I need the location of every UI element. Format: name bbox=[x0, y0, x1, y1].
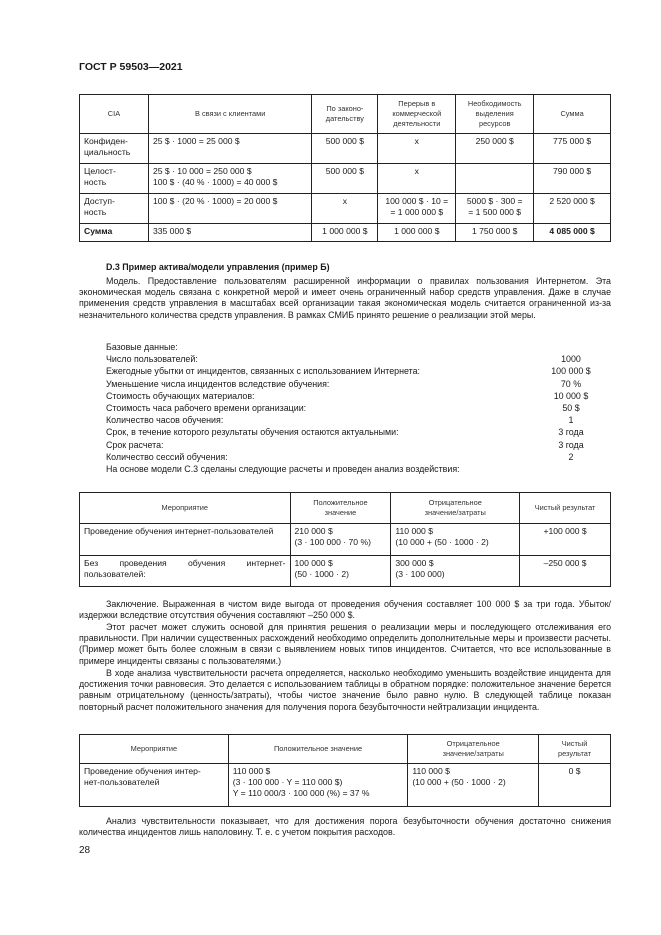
list-item-value: 100 000 $ bbox=[551, 366, 591, 377]
table-cell: 4 085 000 $ bbox=[534, 224, 611, 242]
list-item-value: 10 000 $ bbox=[553, 390, 589, 401]
table-cell: 5000 $ · 300 = = 1 500 000 $ bbox=[456, 194, 534, 224]
table-cell: 210 000 $ (3 · 100 000 · 70 %) bbox=[290, 524, 391, 556]
table-cell: Целост- ность bbox=[80, 164, 149, 194]
table-cell: 1 750 000 $ bbox=[456, 224, 534, 242]
basis-paragraph: Этот расчет может служить основой для принятия решения о реализации меры и последующего отслеживания его правильности. При наличии существенных расхождений необходимо определить дополнительные меры и произвести расчеты. (Пример может быть более сложным в связи с выявлением новых типов инцидентов. Считается, что все использованные в примере инциденты связаны с пользователями.) bbox=[79, 622, 611, 666]
list-item-label: Срок, в течение которого результаты обучения остаются актуальными: bbox=[106, 427, 399, 438]
list-item bbox=[106, 378, 611, 390]
table-cell: 25 $ · 10 000 = 250 000 $ 100 $ · (40 % · 1000) = 40 000 $ bbox=[148, 164, 311, 194]
table-cell: 300 000 $ (3 · 100 000) bbox=[391, 556, 520, 587]
table-header-cell: В связи с клиентами bbox=[148, 95, 311, 134]
list-item bbox=[106, 426, 611, 438]
model-note: На основе модели С.3 сделаны следующие расчеты и проведен анализ воздействия: bbox=[106, 463, 460, 474]
table-row bbox=[80, 764, 611, 807]
table-cell: 100 000 $ · 10 = = 1 000 000 $ bbox=[378, 194, 456, 224]
table-cell: 100 000 $ (50 · 1000 · 2) bbox=[290, 556, 391, 587]
table-header-cell: Перерыв в коммерческой деятельности bbox=[378, 95, 456, 134]
table-cell: 1 000 000 $ bbox=[312, 224, 378, 242]
base-data-list bbox=[106, 341, 611, 475]
list-item-value: 2 bbox=[568, 451, 574, 462]
table-cell: x bbox=[378, 134, 456, 164]
cia-table bbox=[79, 94, 611, 242]
table-header-cell: CIA bbox=[80, 95, 149, 134]
list-item-label: Число пользователей: bbox=[106, 354, 198, 365]
table-cell: 335 000 $ bbox=[148, 224, 311, 242]
base-data-label: Базовые данные: bbox=[106, 342, 178, 352]
list-item bbox=[106, 414, 611, 426]
list-item-label: Стоимость часа рабочего времени организации: bbox=[106, 402, 307, 413]
list-item-value: 70 % bbox=[560, 378, 582, 389]
table-cell: 775 000 $ bbox=[534, 134, 611, 164]
table-row bbox=[80, 524, 611, 556]
list-item-value: 50 $ bbox=[562, 402, 580, 413]
table-cell: Конфиден- циальность bbox=[80, 134, 149, 164]
table-cell: Без проведения обучения интернет-пользователей: bbox=[80, 556, 291, 587]
list-item bbox=[106, 402, 611, 414]
table-header-cell: Чистый результат bbox=[539, 735, 611, 764]
table-row bbox=[80, 556, 611, 587]
list-item-label: Количество часов обучения: bbox=[106, 415, 224, 426]
final-paragraph: Анализ чувствительности показывает, что для достижения порога безубыточности обучения достаточно снижения количества инцидентов лишь наполовину. Т. е. с учетом покрытия расходов. bbox=[79, 816, 611, 838]
table-cell: Доступ- ность bbox=[80, 194, 149, 224]
list-item bbox=[106, 365, 611, 377]
table-cell: 790 000 $ bbox=[534, 164, 611, 194]
table-row bbox=[80, 194, 611, 224]
table-header-cell: Необходимость выделения ресурсов bbox=[456, 95, 534, 134]
table-cell: Проведение обучения интернет-пользователей bbox=[80, 524, 291, 556]
conclusion-paragraph: Заключение. Выраженная в чистом виде выгода от проведения обучения составляет 100 000 $ за три года. Убыток/издержки вследствие отсутствия обучения составляют –250 000 $. bbox=[79, 599, 611, 621]
table-cell: 2 520 000 $ bbox=[534, 194, 611, 224]
table-cell bbox=[456, 164, 534, 194]
table-header-cell: Чистый результат bbox=[520, 493, 611, 524]
table-header-cell: Положительное значение bbox=[228, 735, 408, 764]
section-heading: D.3 Пример актива/модели управления (пример Б) bbox=[106, 262, 330, 272]
table-row bbox=[80, 164, 611, 194]
list-item-value: 1000 bbox=[561, 354, 581, 365]
sensitivity-table bbox=[79, 734, 611, 807]
table-cell: 100 $ · (20 % · 1000) = 20 000 $ bbox=[148, 194, 311, 224]
list-item-value: 1 bbox=[568, 415, 574, 426]
table-header-cell: По законо- дательству bbox=[312, 95, 378, 134]
list-item-label: Количество сессий обучения: bbox=[106, 451, 228, 462]
table-cell: 250 000 $ bbox=[456, 134, 534, 164]
table-cell: 25 $ · 1000 = 25 000 $ bbox=[148, 134, 311, 164]
list-item bbox=[106, 353, 611, 365]
intro-paragraph: Модель. Предоставление пользователям расширенной информации о правилах пользования Интернетом. Эта экономическая модель связана с конкретной мерой и имеет очень ограниченный набор средств управления. Даже в случае применения средств управления в масштабах всей организации такая экономическая модель считается ограниченной из-за незначительного количества средств управления. В рамках СМИБ принято решение о реализации этой меры. bbox=[79, 276, 611, 320]
table-header-cell: Мероприятие bbox=[80, 493, 291, 524]
table-total-row bbox=[80, 224, 611, 242]
table-header-cell: Сумма bbox=[534, 95, 611, 134]
sensitivity-paragraph: В ходе анализа чувствительности расчета определяется, насколько необходимо уменьшить воздействие инцидента для достижения точки равновесия. Это делается с использованием таблицы в обратном порядке: положительное значение берется равным отрицательному (ценность/затраты), чтобы чистое значение было равно нулю. В следующей таблице показан повторный расчет положительного значения для получения порога безубыточности нейтрализации инцидента. bbox=[79, 668, 611, 712]
list-item-label: Стоимость обучающих материалов: bbox=[106, 390, 255, 401]
table-cell: 500 000 $ bbox=[312, 164, 378, 194]
list-item-value: 3 года bbox=[558, 427, 584, 438]
table-cell: x bbox=[378, 164, 456, 194]
table-cell: 500 000 $ bbox=[312, 134, 378, 164]
table-row bbox=[80, 134, 611, 164]
table-cell: Проведение обучения интер- нет-пользователей bbox=[80, 764, 229, 807]
list-item bbox=[106, 439, 611, 451]
table-cell: 110 000 $ (10 000 + (50 · 1000 · 2) bbox=[408, 764, 539, 807]
table-cell: Сумма bbox=[80, 224, 149, 242]
list-item-label: Ежегодные убытки от инцидентов, связанных с использованием Интернета: bbox=[106, 366, 420, 377]
table-cell: 110 000 $ (10 000 + (50 · 1000 · 2) bbox=[391, 524, 520, 556]
table-cell: +100 000 $ bbox=[520, 524, 611, 556]
list-item bbox=[106, 390, 611, 402]
impact-table bbox=[79, 492, 611, 587]
table-header-cell: Положительное значение bbox=[290, 493, 391, 524]
table-cell: 0 $ bbox=[539, 764, 611, 807]
document-header: ГОСТ Р 59503—2021 bbox=[79, 61, 183, 73]
table-header-cell: Отрицательное значение/затраты bbox=[408, 735, 539, 764]
list-item bbox=[106, 451, 611, 463]
table-cell: x bbox=[312, 194, 378, 224]
table-header-cell: Мероприятие bbox=[80, 735, 229, 764]
table-cell: –250 000 $ bbox=[520, 556, 611, 587]
list-item-label: Уменьшение числа инцидентов вследствие обучения: bbox=[106, 378, 330, 389]
list-item-label: Срок расчета: bbox=[106, 439, 164, 450]
table-cell: 1 000 000 $ bbox=[378, 224, 456, 242]
page-number: 28 bbox=[79, 845, 91, 856]
table-cell: 110 000 $ (3 · 100 000 · Y = 110 000 $) Y = 110 000/3 · 100 000 (%) = 37 % bbox=[228, 764, 408, 807]
table-header-cell: Отрицательное значение/затраты bbox=[391, 493, 520, 524]
list-item-value: 3 года bbox=[558, 439, 584, 450]
